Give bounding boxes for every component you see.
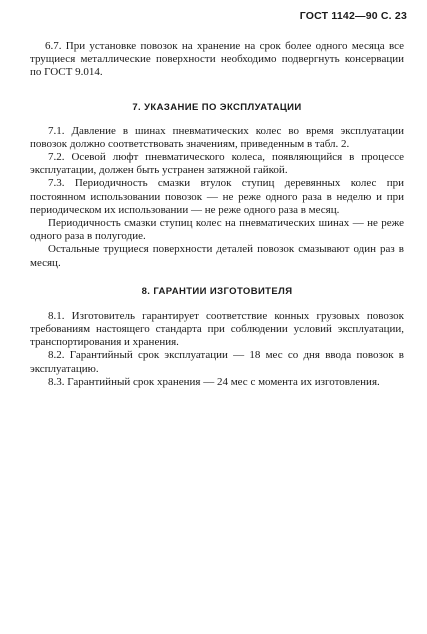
paragraph-7-3-other: Остальные трущиеся поверхности деталей повозок смазывают один раз в месяц. <box>30 243 404 269</box>
page-header: ГОСТ 1142—90 С. 23 <box>299 10 407 22</box>
section-7-heading: 7. УКАЗАНИЕ ПО ЭКСПЛУАТАЦИИ <box>132 101 302 113</box>
paragraph-6-7: 6.7. При установке повозок на хранение на срок более одного месяца все трущиеся металлические поверхности необходимо подвергнуть консервации по ГОСТ 9.014. <box>30 40 404 79</box>
paragraph-8-2: 8.2. Гарантийный срок эксплуатации — 18 мес со дня ввода повозок в эксплуатацию. <box>30 349 404 375</box>
paragraph-7-2: 7.2. Осевой люфт пневматического колеса, появляющийся в процессе эксплуатации, должен быть устранен затяжной гайкой. <box>30 151 404 177</box>
section-8-heading: 8. ГАРАНТИИ ИЗГОТОВИТЕЛЯ <box>141 285 293 297</box>
paragraph-8-3: 8.3. Гарантийный срок хранения — 24 мес с момента их изготовления. <box>48 375 380 388</box>
paragraph-8-1: 8.1. Изготовитель гарантирует соответствие конных грузовых повозок требованиям настоящего стандарта при соблюдении условий эксплуатации, транспортирования и хранения. <box>30 309 404 349</box>
paragraph-7-1: 7.1. Давление в шинах пневматических колес во время эксплуатации повозок должно соответствовать значениям, приведенным в табл. 2. <box>30 124 404 150</box>
paragraph-7-3-hubs: Периодичность смазки ступиц колес на пневматических шинах — не реже одного раза в полугодие. <box>30 217 404 243</box>
page-content <box>30 40 404 389</box>
paragraph-7-3: 7.3. Периодичность смазки втулок ступиц деревянных колес при постоянном использовании повозок — не реже одного раза в неделю и при периодическом их использовании — не реже одного раза в месяц. <box>30 177 404 216</box>
